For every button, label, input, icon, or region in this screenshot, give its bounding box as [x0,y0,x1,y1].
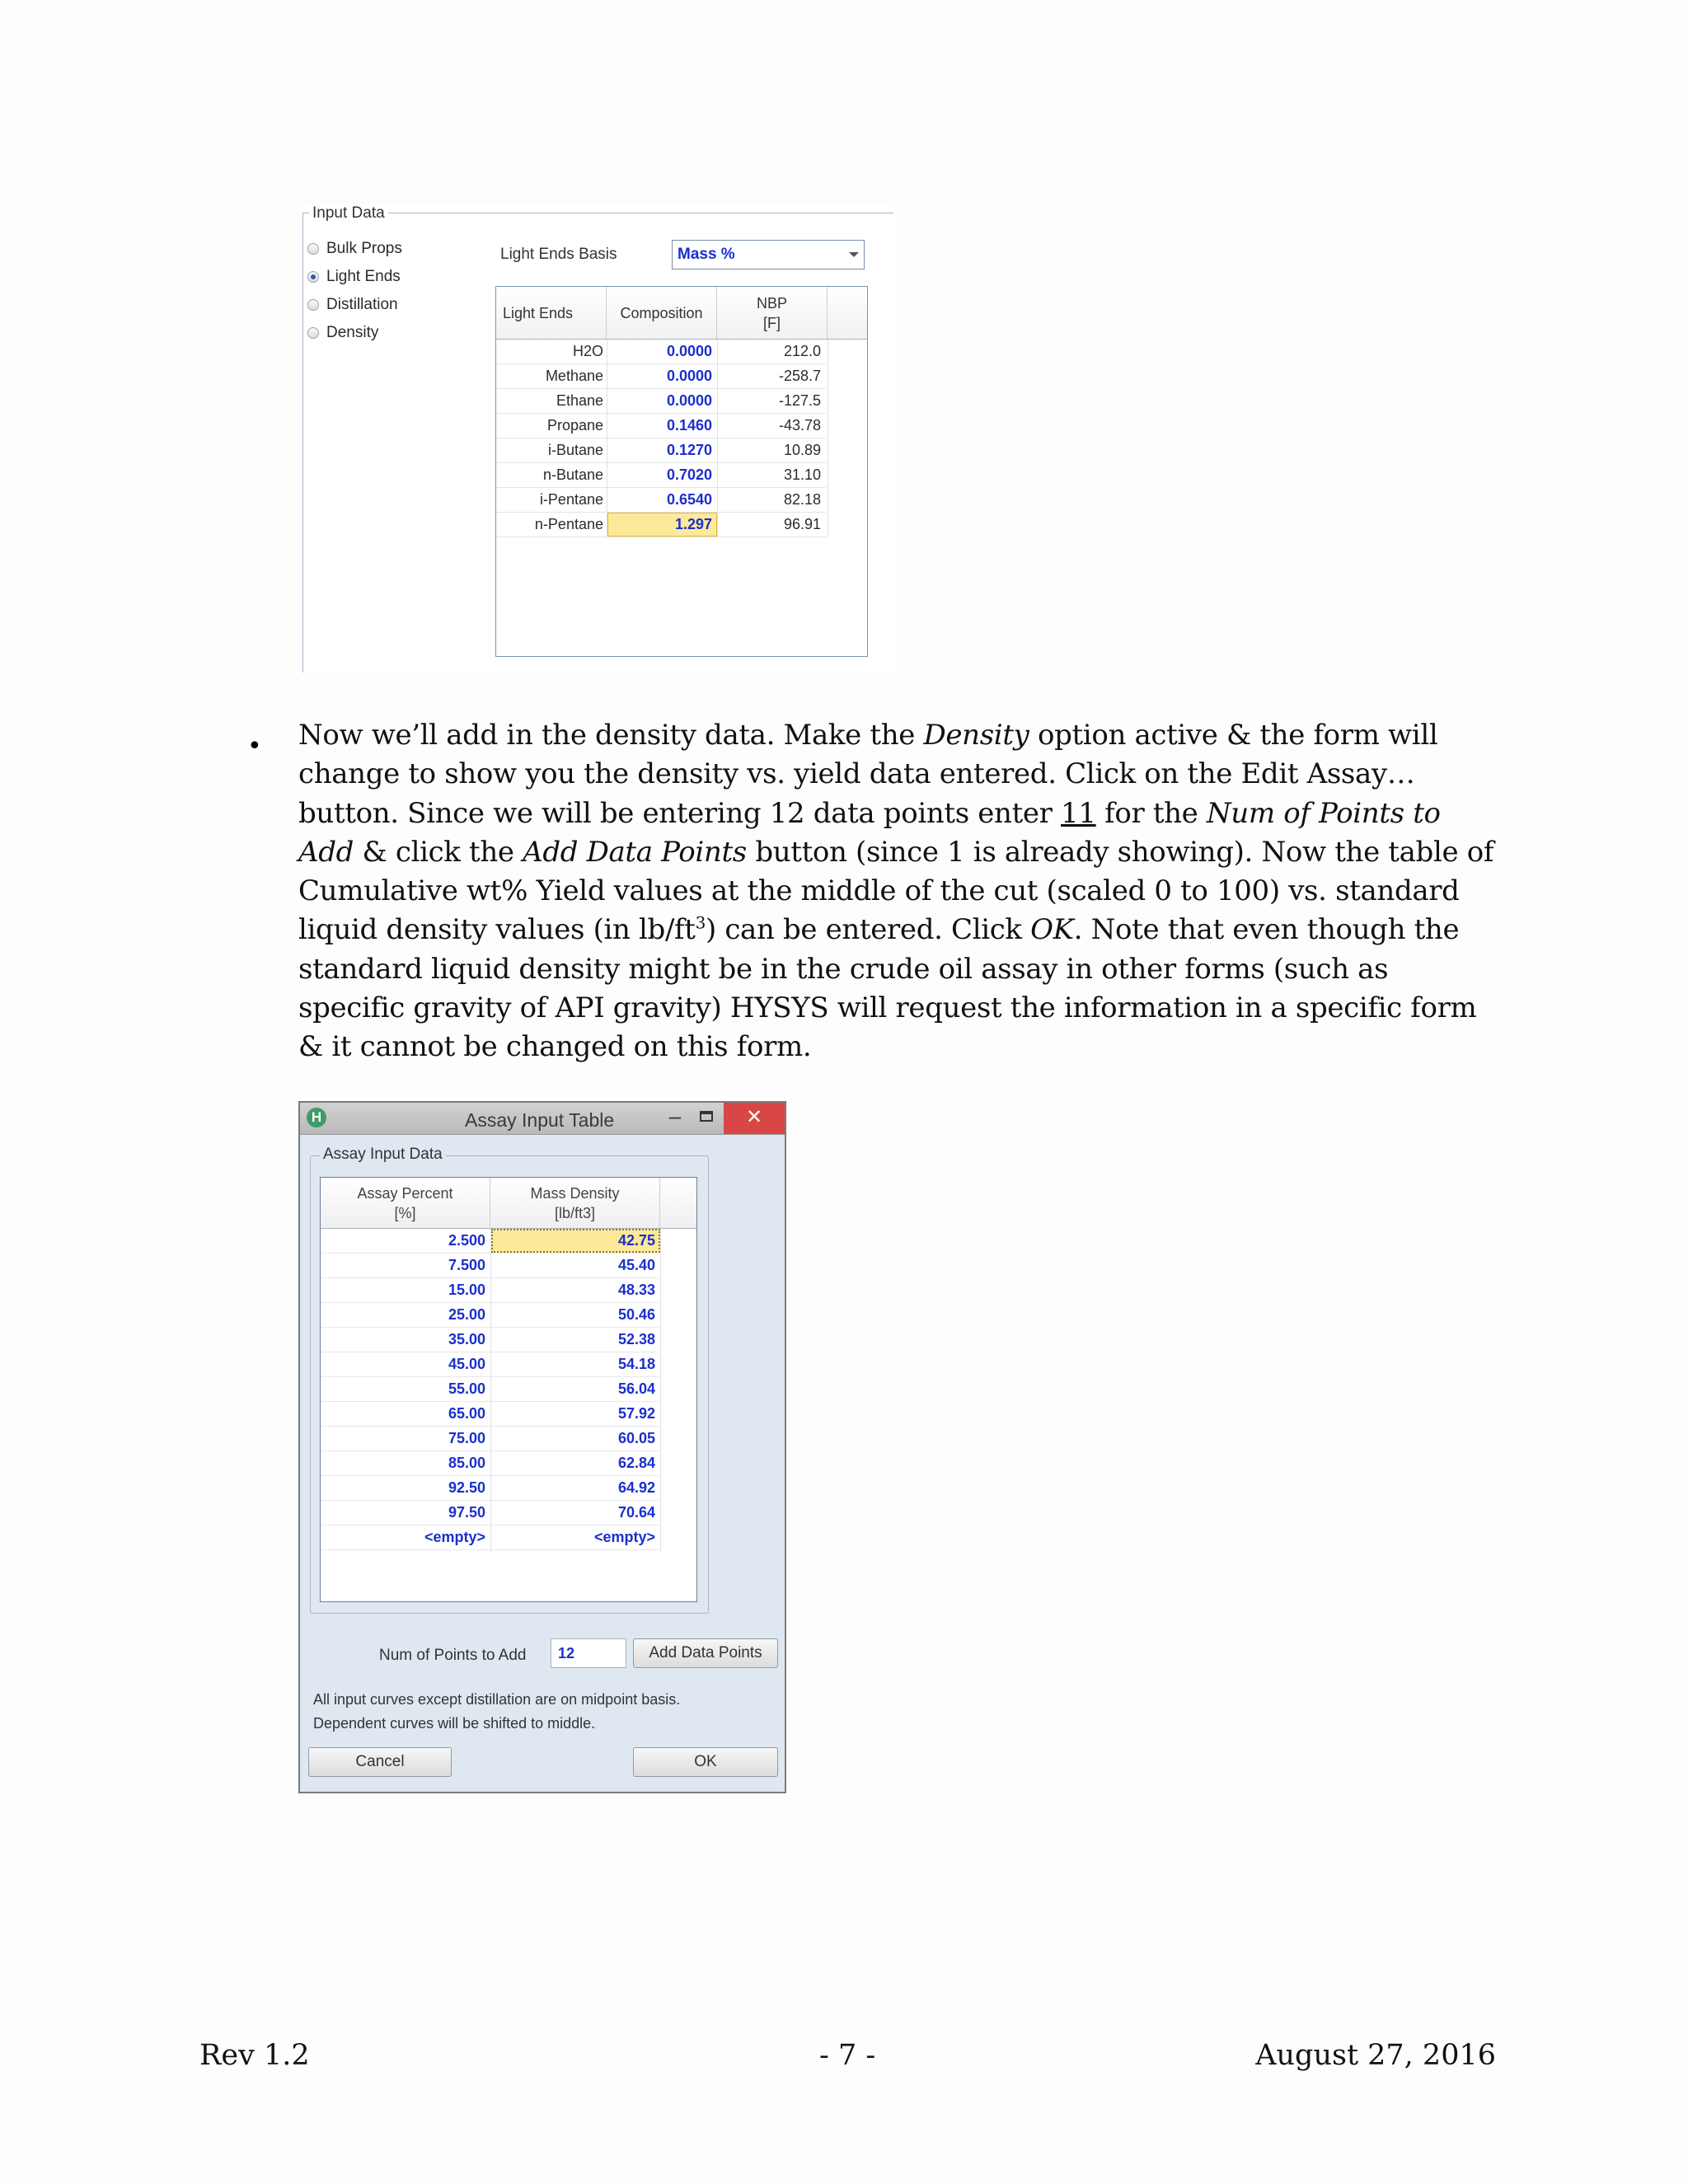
table-row[interactable]: n-Pentane 1.297 96.91 [496,513,826,537]
input-data-group-title: Input Data [309,204,388,223]
select-value: Mass % [678,246,735,263]
add-data-points-button[interactable]: Add Data Points [633,1638,778,1668]
column-divider [660,1229,661,1552]
assay-input-table-dialog [298,1101,786,1793]
radio-label: Distillation [326,296,398,313]
table-row[interactable]: 75.00 60.05 [321,1427,659,1451]
table-row[interactable]: 55.00 56.04 [321,1377,659,1402]
radio-distillation[interactable] [307,296,398,314]
column-header-assay-percent[interactable]: Assay Percent [%] [321,1178,490,1229]
radio-light-ends[interactable] [307,268,401,286]
radio-label: Bulk Props [326,240,402,257]
column-header-composition[interactable]: Composition [607,287,717,340]
table-row[interactable]: H2O 0.0000 212.0 [496,340,826,364]
table-row[interactable]: 25.00 50.46 [321,1303,659,1328]
assay-input-grid [320,1177,697,1602]
column-header-filler [660,1178,696,1229]
table-row[interactable]: 92.50 64.92 [321,1476,659,1501]
table-row[interactable]: 35.00 52.38 [321,1328,659,1352]
app-icon: H [307,1108,326,1127]
table-row-empty[interactable]: <empty> <empty> [321,1526,659,1550]
table-row[interactable]: 7.500 45.40 [321,1254,659,1278]
ok-button[interactable]: OK [633,1747,778,1777]
cancel-button[interactable]: Cancel [308,1747,452,1777]
radio-button-selected[interactable] [307,271,319,283]
close-icon[interactable]: ✕ [724,1103,785,1134]
table-row[interactable]: Ethane 0.0000 -127.5 [496,389,826,414]
dialog-title: Assay Input Table [465,1109,615,1131]
column-header-nbp[interactable]: NBP [F] [717,287,828,340]
table-row[interactable]: 2.500 42.75 [321,1229,659,1254]
table-row[interactable]: n-Butane 0.7020 31.10 [496,463,826,488]
radio-density[interactable] [307,324,378,342]
chevron-down-icon[interactable] [849,252,859,257]
radio-button[interactable] [307,243,319,255]
column-header-filler [828,287,867,340]
table-row[interactable]: 85.00 62.84 [321,1451,659,1476]
assay-input-data-group-title: Assay Input Data [320,1146,446,1164]
midpoint-note: All input curves except distillation are on midpoint basis. Dependent curves will be shifted to middle. [313,1691,681,1732]
radio-bulk-props[interactable] [307,240,402,258]
minimize-icon[interactable]: – [668,1104,682,1128]
footer-page-number: - 7 - [819,2039,876,2072]
table-row[interactable]: i-Pentane 0.6540 82.18 [496,488,826,513]
table-row[interactable]: 15.00 48.33 [321,1278,659,1303]
table-row[interactable]: 97.50 70.64 [321,1501,659,1526]
table-row[interactable]: 65.00 57.92 [321,1402,659,1427]
radio-label: Density [326,324,379,341]
table-row[interactable]: Propane 0.1460 -43.78 [496,414,826,438]
dialog-title-bar[interactable] [300,1103,785,1135]
radio-button[interactable] [307,327,319,339]
instruction-paragraph: Now we’ll add in the density data. Make the Density option active & the form will change to show you the density vs. yield data entered. Click on the Edit Assay… button. Since we will be entering 12 data points enter 11 for the Num of Points to Add & click the Add Data Points button (since 1 is already showing). Now the table of Cumulative wt% Yield values at the middle of the cut (scaled 0 to 100) vs. standard liquid density values (in $lb/ft^3$) can be entered. Click OK. Note that even though the standard liquid density might be in the crude oil assay in other forms (such as specific gravity of API gravity) HYSYS will request the information in a specific form & it cannot be changed on this form. [298,719,1494,1064]
footer-date: August 27, 2016 [1255,2039,1496,2072]
table-row[interactable]: i-Butane 0.1270 10.89 [496,438,826,463]
column-header-mass-density[interactable]: Mass Density [lb/ft3] [490,1178,660,1229]
table-row[interactable]: Methane 0.0000 -258.7 [496,364,826,389]
light-ends-basis-label: Light Ends Basis [500,246,617,263]
light-ends-basis-select[interactable] [672,240,865,269]
light-ends-table [495,286,868,657]
num-points-input[interactable]: 12 [551,1638,626,1668]
maximize-icon[interactable] [694,1104,719,1131]
column-header-light-ends[interactable]: Light Ends [496,287,607,340]
footer-revision: Rev 1.2 [199,2039,310,2072]
num-points-label: Num of Points to Add [379,1647,527,1664]
radio-label: Light Ends [326,268,401,285]
bullet: • [247,732,262,761]
radio-button[interactable] [307,299,319,311]
table-row[interactable]: 45.00 54.18 [321,1352,659,1377]
